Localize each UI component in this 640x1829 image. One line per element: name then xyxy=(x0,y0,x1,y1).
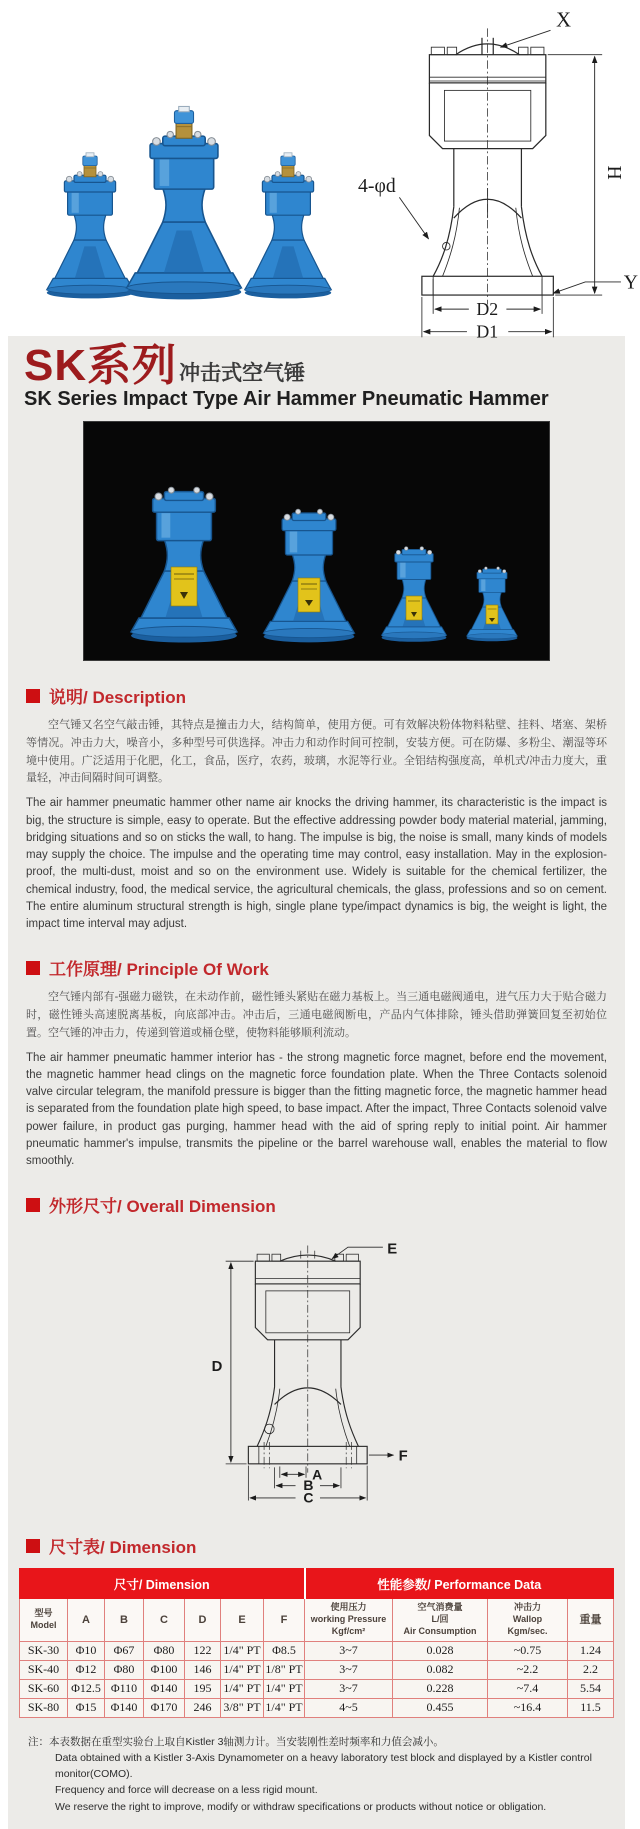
section-heading-overall-dimension xyxy=(26,1192,607,1217)
description-text-en: The air hammer pneumatic hammer other name air knocks the driving hammer, its characteristic is the impact is big, the structure is simple, easy to operate. But the effective addressing powder body material material, jamming, bridging situations and so on sticks the wall, to hang. The impulse is big, the noise is small, many kinds of models may supply the choice. The impulse and the operating time may control, easy installation. May in the explosion-proof, the multi-dust, moist and so on the environment use. Widely is suitable for the chemical fertilizer, the chemical industry, food, the medical service, the agricultural chemicals, the glass, professions and so on cement. The entire aluminum structural strength is high, single plane type/impact dynamics is big, the weight is light, the impact time interval may adjust. xyxy=(26,797,607,930)
table-cell: ~2.2 xyxy=(488,1660,568,1679)
table-cell: Φ12 xyxy=(68,1660,105,1679)
table-cell: Φ8.5 xyxy=(264,1641,305,1660)
dimension-table-body xyxy=(20,1641,614,1717)
product-photo-three-hammers xyxy=(12,18,350,318)
table-cell: 4~5 xyxy=(305,1698,393,1717)
title-block xyxy=(8,336,625,411)
dim-label-y: Y xyxy=(623,271,638,294)
table-cell: SK-80 xyxy=(20,1698,68,1717)
section-title: 外形尺寸/ Overall Dimension xyxy=(49,1197,276,1217)
table-cell: 1/4" PT xyxy=(264,1698,305,1717)
table-cell: Φ170 xyxy=(144,1698,185,1717)
table-cell: 1.24 xyxy=(568,1641,614,1660)
table-cell: 0.455 xyxy=(393,1698,488,1717)
table-row xyxy=(20,1641,614,1660)
table-cell: 1/4" PT xyxy=(221,1660,264,1679)
page-title: SK系列 xyxy=(24,341,178,390)
footnote-line: We reserve the right to improve, modify or withdraw specifications or products without notice or obligation. xyxy=(55,1800,547,1813)
col-header-model: 型号 Model xyxy=(20,1599,68,1641)
dim-label-d: D xyxy=(211,1359,223,1376)
table-cell: 195 xyxy=(185,1679,221,1698)
section-bullet-icon xyxy=(26,961,40,975)
dim-label-f: F xyxy=(398,1448,408,1465)
section-bullet-icon xyxy=(26,1539,40,1553)
footnotes xyxy=(28,1734,605,1815)
table-cell: Φ67 xyxy=(105,1641,144,1660)
col-header-c: C xyxy=(144,1599,185,1641)
footnote-line: Data obtained with a Kistler 3-Axis Dynamometer on a heavy laboratory test block and displayed by a Kistler control monitor(COMO). xyxy=(55,1751,592,1781)
group-header-performance: 性能参数/ Performance Data xyxy=(305,1569,614,1599)
table-cell: 5.54 xyxy=(568,1679,614,1698)
dim-label-b: B xyxy=(303,1477,314,1494)
table-cell: 0.028 xyxy=(393,1641,488,1660)
table-cell: Φ80 xyxy=(105,1660,144,1679)
dim-label-h: H xyxy=(602,165,625,180)
col-header-pressure: 使用压力 working Pressure Kgf/cm² xyxy=(305,1599,393,1641)
table-cell: 11.5 xyxy=(568,1698,614,1717)
col-header-a: A xyxy=(68,1599,105,1641)
table-cell: 3~7 xyxy=(305,1641,393,1660)
content-card xyxy=(8,336,625,1829)
principle-text-cn: 空气锤内部有-强磁力磁铁，在未动作前，磁性锤头紧贴在磁力基板上。当三通电磁阀通电，进气压力大于贴合磁力时，磁性锤头高速脱离基板，向底部冲击。冲击后，三通电磁阀断电，产品内气体排除，锤头借助弹簧回复至初始位置。空气锤的冲击力，传递到管道或桶仓壁，使物料能够顺利流动。 xyxy=(26,991,607,1039)
technical-drawing-front-view xyxy=(356,4,638,342)
dim-label-d1: D1 xyxy=(476,321,499,342)
table-cell: Φ10 xyxy=(68,1641,105,1660)
technical-drawing-overall-dimension xyxy=(168,1226,465,1506)
dim-label-d2: D2 xyxy=(476,298,499,319)
table-cell: ~16.4 xyxy=(488,1698,568,1717)
table-row xyxy=(20,1679,614,1698)
table-group-header-row xyxy=(20,1569,614,1599)
table-cell: 3/8" PT xyxy=(221,1698,264,1717)
table-cell: Φ110 xyxy=(105,1679,144,1698)
dimension-table xyxy=(19,1568,614,1717)
description-text-cn: 空气锤又名空气敲击锤，其特点是撞击力大，结构简单，使用方便。可有效解决粉体物料粘壁、挂料、堵塞、架桥等情况。冲击力大，噪音小，多种型号可供选择。冲击力和动作时间可控制，安装方便。可在防爆、多粉尘、潮湿等环境中使用。广泛适用于化肥，化工，食品，医疗，农药，玻璃，水泥等行业。全铝结构强度高，单机式/冲击力度大，重量轻，冲击间隔时间可调整。 xyxy=(26,719,607,785)
table-cell: ~0.75 xyxy=(488,1641,568,1660)
table-cell: Φ140 xyxy=(105,1698,144,1717)
table-cell: Φ15 xyxy=(68,1698,105,1717)
page-subtitle-cn: 冲击式空气锤 xyxy=(179,362,306,385)
table-row xyxy=(20,1660,614,1679)
table-cell: 3~7 xyxy=(305,1660,393,1679)
table-cell: 146 xyxy=(185,1660,221,1679)
table-row xyxy=(20,1698,614,1717)
col-header-weight: 重量 xyxy=(568,1599,614,1641)
principle-text-en: The air hammer pneumatic hammer interior has - the strong magnetic force magnet, before end the movement, the magnetic hammer head clings on the magnetic force foundation plate. When the Three Contacts solenoid valve circular telegram, the manifold pressure is bigger than the fitting magnetic force, the magnetic hammer head is separated from the foundation plate high speed, to base impact. After the impact, Three Contacts solenoid valve power failure, in product gas purging, hammer head with the aid of spring reply to initial point. Air hammer pneumatic hammer's impulse, transmits the pipeline or the barrel warehouse wall, enables the material to flow smoothly. xyxy=(26,1051,607,1168)
col-header-d: D xyxy=(185,1599,221,1641)
page-subtitle-en: SK Series Impact Type Air Hammer Pneumatic Hammer xyxy=(24,388,549,410)
table-cell: Φ80 xyxy=(144,1641,185,1660)
col-header-f: F xyxy=(264,1599,305,1641)
footnote-line: 注：本表数据在重型实验台上取自Kistler 3轴测力计。当安装刚性差时频率和力值会减小。 xyxy=(28,1735,444,1748)
table-cell: SK-40 xyxy=(20,1660,68,1679)
section-bullet-icon xyxy=(26,689,40,703)
col-header-consumption: 空气消费量 L/回 Air Consumption xyxy=(393,1599,488,1641)
dim-label-c: C xyxy=(303,1489,314,1506)
four-hammers-image xyxy=(84,422,549,660)
table-cell: 122 xyxy=(185,1641,221,1660)
table-cell: 1/4" PT xyxy=(221,1679,264,1698)
table-cell: Φ100 xyxy=(144,1660,185,1679)
table-cell: 246 xyxy=(185,1698,221,1717)
section-bullet-icon xyxy=(26,1198,40,1212)
section-heading-description xyxy=(26,683,607,708)
col-header-b: B xyxy=(105,1599,144,1641)
group-header-dimension: 尺寸/ Dimension xyxy=(20,1569,305,1599)
table-cell: 1/4" PT xyxy=(264,1679,305,1698)
table-cell: SK-30 xyxy=(20,1641,68,1660)
section-heading-dimension-table xyxy=(26,1533,607,1558)
table-cell: 0.228 xyxy=(393,1679,488,1698)
table-cell: Φ140 xyxy=(144,1679,185,1698)
section-heading-principle xyxy=(26,955,607,980)
dim-label-a: A xyxy=(312,1466,323,1483)
dim-label-holes: 4-φd xyxy=(358,174,396,197)
section-title: 说明/ Description xyxy=(49,688,186,707)
table-cell: 1/8" PT xyxy=(264,1660,305,1679)
section-title: 工作原理/ Principle Of Work xyxy=(49,960,269,980)
top-section xyxy=(0,0,640,342)
product-photo-four-hammers xyxy=(83,421,550,661)
table-cell: 1/4" PT xyxy=(221,1641,264,1660)
table-cell: ~7.4 xyxy=(488,1679,568,1698)
col-header-e: E xyxy=(221,1599,264,1641)
table-cell: 2.2 xyxy=(568,1660,614,1679)
table-cell: 3~7 xyxy=(305,1679,393,1698)
table-cell: SK-60 xyxy=(20,1679,68,1698)
table-column-header-row xyxy=(20,1599,614,1641)
table-cell: Φ12.5 xyxy=(68,1679,105,1698)
section-title: 尺寸表/ Dimension xyxy=(49,1538,197,1558)
dim-label-e: E xyxy=(387,1241,398,1258)
table-cell: 0.082 xyxy=(393,1660,488,1679)
col-header-wallop: 冲击力 Wallop Kgm/sec. xyxy=(488,1599,568,1641)
footnote-line: Frequency and force will decrease on a less rigid mount. xyxy=(55,1784,318,1797)
dim-label-x: X xyxy=(556,9,572,32)
